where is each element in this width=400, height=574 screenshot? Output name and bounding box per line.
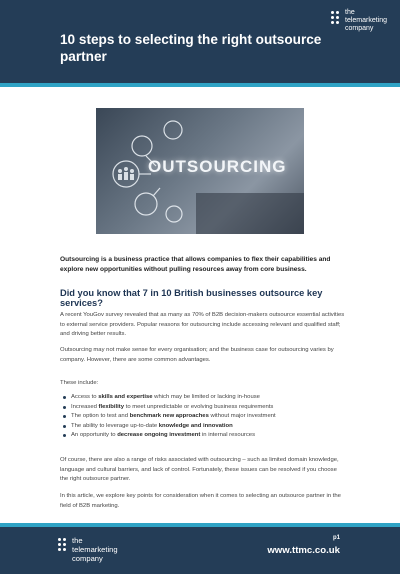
- paragraph-risks: Of course, there are also a range of risks associated with outsourcing – such as limited domain knowledge, language and cultural barriers, and lack of control. Fortunately, these issues can be resolved if you choose the right outsource partner.: [60, 457, 339, 482]
- paragraph-business-case: Outsourcing may not make sense for every organisation; and the business case for outsourcing varies by company. However, there are some common advantages.: [60, 347, 334, 363]
- advantages-list: [62, 393, 342, 441]
- logo-line-3: company: [72, 554, 103, 563]
- logo-text: [345, 9, 387, 33]
- hero-image: [96, 108, 304, 234]
- logo-dots-icon: [331, 11, 339, 24]
- list-item: Increased flexibility to meet unpredictable or evolving business requirements: [62, 403, 342, 413]
- logo-text: [72, 536, 118, 563]
- company-logo: [331, 9, 387, 33]
- page-number: p1: [332, 535, 340, 541]
- paragraph-survey: A recent YouGov survey revealed that as many as 70% of B2B decision-makers outsource essential activities to external service providers. Popular reasons for outsourcing include accessing relevant and qualified staff; and driving better results.: [60, 312, 345, 337]
- logo-line-2: telemarketing: [72, 545, 118, 554]
- logo-line-1: the: [72, 536, 83, 545]
- page-title: 10 steps to selecting the right outsource partner: [60, 32, 322, 64]
- logo-line-3: company: [345, 25, 374, 32]
- paragraph-these-include: These include:: [60, 380, 99, 386]
- gears-icon: [135, 193, 157, 215]
- list-item: The option to test and benchmark new approaches without major investment: [62, 412, 342, 422]
- hierarchy-icon: [132, 136, 152, 156]
- header-accent-stripe: [0, 83, 400, 87]
- list-item: The ability to leverage up-to-date knowledge and innovation: [62, 422, 342, 432]
- network-icon: [164, 121, 182, 139]
- section-heading: Did you know that 7 in 10 British businesses outsource key services?: [60, 288, 323, 308]
- footer-logo: [58, 536, 118, 563]
- logo-line-1: the: [345, 9, 355, 16]
- logo-line-2: telemarketing: [345, 17, 388, 24]
- intro-text: Outsourcing is a business practice that allows companies to flex their capabilities and explore new opportunities without pulling resources away from core business.: [60, 256, 331, 273]
- list-item: An opportunity to decrease ongoing investment in internal resources: [62, 431, 342, 441]
- logo-dots-icon: [58, 538, 66, 551]
- list-item: Access to skills and expertise which may be limited or lacking in-house: [62, 393, 342, 403]
- website-link[interactable]: www.ttmc.co.uk: [267, 545, 340, 556]
- cog-icon: [166, 206, 182, 222]
- paragraph-article-intro: In this article, we explore key points for consideration when it comes to selecting an outsource partner in the field of B2B marketing.: [60, 493, 341, 509]
- hero-word: OUTSOURCING: [148, 157, 287, 176]
